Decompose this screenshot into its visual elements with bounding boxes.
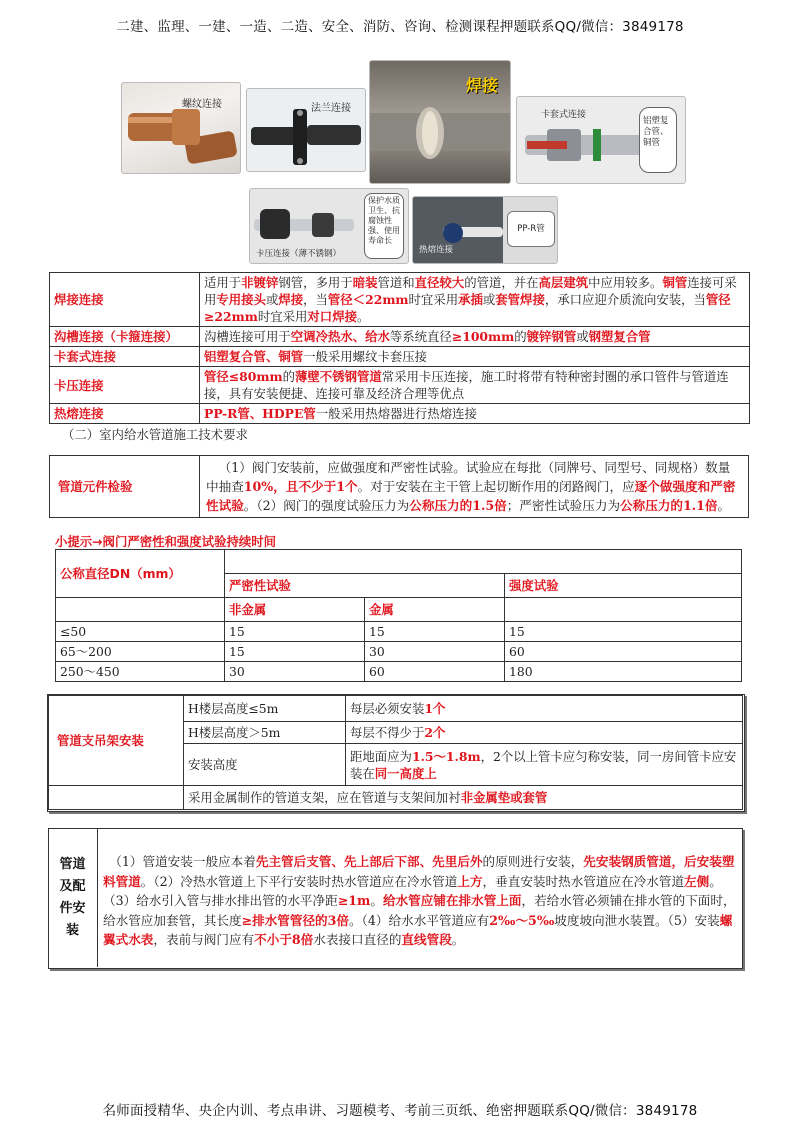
tight-header: 严密性试验 (225, 574, 505, 598)
highlight-text: 公称压力的1.1倍 (620, 498, 718, 513)
strength-cell: 180 (505, 662, 742, 682)
dn-cell: 65～200 (56, 642, 225, 662)
body-text: ；严密性试验压力为 (506, 498, 621, 513)
highlight-text: 1个 (424, 701, 446, 716)
body-text: 一般采用螺纹卡套压接 (303, 349, 428, 364)
metal-header: 金属 (365, 598, 505, 622)
caption-card-sleeve: 卡套式连接 (541, 110, 587, 120)
highlight-text: 对口焊接 (307, 309, 357, 324)
body-text: 。 (451, 932, 465, 947)
metal-cell: 60 (365, 662, 505, 682)
caption-weld: 焊接 (466, 76, 499, 95)
dn-cell: 250～450 (56, 662, 225, 682)
highlight-text: 1.5～1.8m (411, 748, 481, 764)
body-text: ，当 (303, 292, 328, 307)
joint-desc (200, 404, 750, 424)
table-row (50, 347, 750, 367)
highlight-text: ≥1m (337, 893, 371, 908)
table-row (50, 327, 750, 347)
highlight-text: 2‰～5‰ (489, 912, 555, 928)
body-text: 。（2）阀门的强度试验压力为 (243, 498, 410, 513)
body-text: 的管道，并在 (464, 275, 539, 290)
table-row (49, 786, 743, 810)
body-text: 时宜采用 (257, 309, 308, 324)
highlight-text: 直线管段 (401, 932, 452, 947)
table-row (56, 622, 742, 642)
card-note-bubble: 铝塑复合管、铜管 (639, 107, 677, 173)
dn-cell: ≤50 (56, 622, 225, 642)
strength-cell: 60 (505, 642, 742, 662)
support-table (48, 695, 743, 810)
body-text: ，承口应迎介质流向安装，当 (544, 292, 706, 307)
table-row (50, 404, 750, 424)
fitting-desc (103, 852, 737, 950)
highlight-text: ≥排水管管径的3倍 (241, 912, 350, 928)
photo-weld-connection (369, 60, 511, 184)
highlight-text: 逐个做强度和严密性试验 (206, 479, 736, 513)
highlight-text: 10%，且不少于1个 (243, 479, 358, 494)
body-text: 的 (514, 329, 527, 344)
nonmetal-cell: 15 (225, 622, 365, 642)
support-requirement (346, 722, 743, 744)
body-text: 常采用卡压连接，施工时将带有特种密封圈的承口管件与管道连接，具有安装便捷、连接可靠及经济合理等优点 (204, 369, 729, 401)
valve-desc (200, 456, 749, 518)
highlight-text: 上方 (457, 873, 483, 889)
caption-press: 卡压连接（薄不锈钢） (256, 249, 342, 259)
highlight-text: 专用接头 (216, 292, 266, 307)
body-text: ，若给水管必须铺在排水管的下面时，给水管应加套管，其长度 (103, 893, 736, 928)
highlight-text: 非镀锌 (241, 275, 279, 290)
body-text: （1）管道安装一般应本着 (109, 854, 256, 869)
body-text: 或 (265, 292, 279, 307)
support-requirement (346, 744, 743, 786)
photo-hot-melt (412, 196, 558, 264)
body-text: 适用于 (204, 275, 242, 290)
body-text: 。（2）冷热水管道上下平行安装时热水管道应在冷水管道 (140, 873, 458, 889)
highlight-text: 给水管应铺在排水管上面 (382, 893, 522, 908)
body-text: 管道和 (377, 275, 415, 290)
body-text: 等系统直径 (389, 329, 452, 344)
metal-cell: 30 (365, 642, 505, 662)
highlight-text: 空调冷热水、给水 (290, 329, 390, 344)
table-row (56, 550, 742, 574)
valve-label: 管道元件检验 (50, 456, 200, 518)
body-text: 连接可采用 (204, 275, 737, 307)
duration-table (55, 549, 742, 682)
highlight-text: 套管焊接 (495, 292, 545, 307)
ppr-pipe-box: PP-R管 (507, 211, 555, 247)
body-text: 钢管，多用于 (278, 275, 353, 290)
page-footer: 名师面授精华、央企内训、考点串讲、习题模考、考前三页纸、绝密押题联系QQ/微信：3849178 (102, 1103, 698, 1119)
joint-desc (200, 327, 750, 347)
highlight-text: ≥100mm (451, 329, 515, 344)
joint-label: 卡套式连接 (50, 347, 200, 367)
body-text: 采用金属制作的管道支架，应在管道与支架间加衬 (188, 790, 461, 805)
nonmetal-header: 非金属 (225, 598, 365, 622)
highlight-text: 先主管后支管、先上部后下部、先里后外 (255, 854, 483, 869)
table-row (50, 273, 750, 327)
table-row (56, 642, 742, 662)
highlight-text: 同一高度上 (374, 765, 437, 781)
highlight-text: 薄壁不锈钢管道 (295, 369, 382, 384)
metal-cell: 15 (365, 622, 505, 642)
highlight-text: 铜管 (662, 275, 688, 290)
body-text: 的 (282, 369, 296, 384)
photo-press-connection (249, 188, 409, 264)
caption-thread: 螺纹连接 (182, 99, 222, 110)
body-text: 每层不得少于 (350, 725, 425, 740)
table-row (50, 367, 750, 404)
highlight-text: 镀锌钢管 (526, 329, 577, 344)
joint-desc (200, 347, 750, 367)
highlight-text: 直径较大 (414, 275, 465, 290)
body-text: （1）阀门安装前，应做强度和严密性试验。试验应在每批（同牌号、同型号、同规格）数量中抽查 (206, 460, 731, 494)
joint-label: 焊接连接 (50, 273, 200, 327)
highlight-text: 暗装 (352, 275, 378, 290)
body-text: 一般采用热熔器进行热熔连接 (315, 406, 477, 421)
body-text: 水表接口直径的 (313, 932, 402, 947)
body-text: 。 (370, 893, 383, 908)
highlight-text: 管径≤80mm (204, 369, 283, 384)
strength-header: 强度试验 (505, 574, 742, 598)
nonmetal-cell: 30 (225, 662, 365, 682)
highlight-text: 管径≥22mm (204, 292, 731, 324)
highlight-text: 焊接 (278, 292, 304, 307)
joint-label: 卡压连接 (50, 367, 200, 404)
body-text: 或 (482, 292, 496, 307)
joint-label: 沟槽连接（卡箍连接） (50, 327, 200, 347)
body-text: 的原则进行安装， (482, 854, 584, 869)
fitting-label-cell (48, 828, 98, 967)
section-title: （二）室内给水管道施工技术要求 (62, 427, 248, 442)
joint-desc (200, 273, 750, 327)
body-text: 距地面应为 (350, 748, 412, 764)
press-note-bubble: 保护水质卫生、抗腐蚀性强、使用寿命长 (364, 193, 404, 259)
table-row (56, 598, 742, 622)
highlight-text: 2个 (424, 725, 446, 740)
photo-card-sleeve (516, 96, 686, 184)
caption-flange: 法兰连接 (311, 103, 351, 114)
photo-thread-connection (121, 82, 241, 174)
body-text: 。 (717, 498, 731, 513)
support-condition: 安装高度 (184, 744, 346, 786)
page-header: 二建、监理、一建、一造、二造、安全、消防、咨询、检测课程押题联系QQ/微信：3849178 (116, 19, 684, 35)
copper-pipe-image (122, 83, 240, 173)
highlight-text: 铝塑复合管、铜管 (204, 349, 304, 364)
support-condition: H楼层高度＞5m (184, 722, 346, 744)
dn-header: 公称直径DN（mm） (56, 550, 225, 598)
body-text: ，垂直安装时热水管道应在冷水管道 (482, 873, 685, 889)
table-row (49, 696, 743, 722)
strength-cell: 15 (505, 622, 742, 642)
body-text: 每层必须安装 (350, 701, 425, 716)
body-text: 坡度坡向泄水装置。（5）安装 (554, 912, 720, 928)
highlight-text: 钢塑复合管 (588, 329, 651, 344)
joint-label: 热熔连接 (50, 404, 200, 424)
body-text: ，2个以上管卡应匀称安装，同一房间管卡应安装在 (350, 748, 737, 781)
joint-desc (200, 367, 750, 404)
joints-table (49, 272, 750, 424)
body-text: 。对于安装在主干管上起切断作用的闭路阀门，应 (357, 479, 635, 494)
table-row (56, 662, 742, 682)
highlight-text: 螺翼式水表 (103, 912, 733, 947)
support-lining (184, 786, 743, 810)
support-label: 管道支吊架安装 (49, 696, 184, 786)
nonmetal-cell: 15 (225, 642, 365, 662)
highlight-text: 左侧 (684, 873, 710, 889)
body-text: 沟槽连接可用于 (204, 329, 291, 344)
body-text: 。（4）给水水平管道应有 (349, 912, 490, 928)
table-row (50, 456, 749, 518)
tip-title: 小提示→阀门严密性和强度试验持续时间 (55, 534, 277, 549)
highlight-text: PP-R管、HDPE管 (204, 406, 316, 421)
body-text: 。 (356, 309, 370, 324)
highlight-text: 公称压力的1.5倍 (409, 498, 507, 513)
body-text: 或 (576, 329, 589, 344)
valve-table (49, 455, 749, 518)
body-text: 。（3）给水引入管与排水排出管的水平净距 (103, 873, 722, 908)
photo-flange-connection (246, 88, 366, 172)
highlight-text: 管径＜22mm (327, 292, 409, 307)
highlight-text: 先安装钢质管道，后安装塑料管道 (103, 854, 735, 889)
fitting-label: 管道及配件安装 (59, 856, 86, 938)
highlight-text: 不小于8倍 (254, 932, 314, 947)
body-text: ，表前与阀门应有 (153, 932, 255, 947)
caption-hot-melt: 热熔连接 (419, 245, 454, 255)
support-condition: H楼层高度≤5m (184, 696, 346, 722)
body-text: 中应用较多。 (588, 275, 663, 290)
body-text: 时宜采用 (408, 292, 459, 307)
support-requirement (346, 696, 743, 722)
highlight-text: 非金属垫或套管 (460, 790, 548, 805)
highlight-text: 承插 (458, 292, 483, 307)
highlight-text: 高层建筑 (538, 275, 589, 290)
